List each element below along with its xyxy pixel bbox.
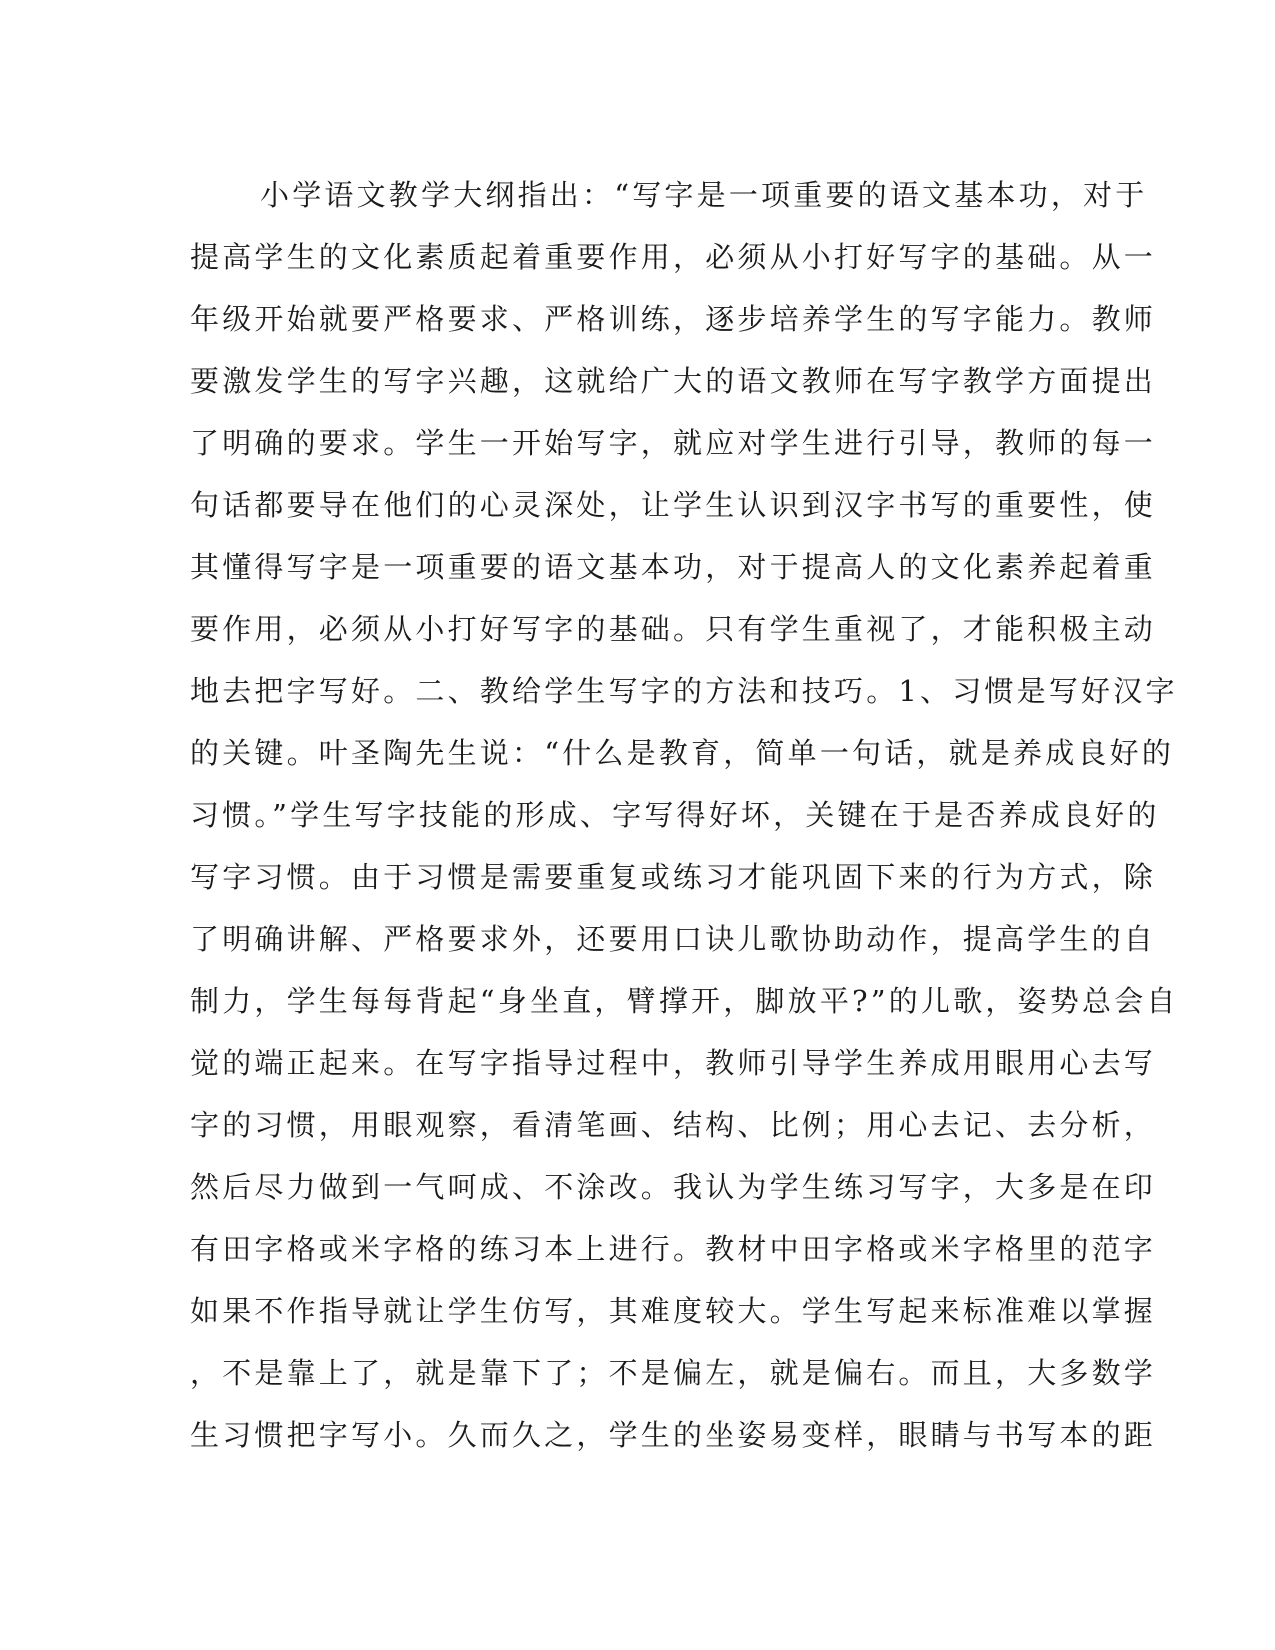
text-line: 习惯。”学生写字技能的形成、字写得好坏，关键在于是否养成良好的 (190, 798, 1160, 832)
text-line: 生习惯把字写小。久而久之，学生的坐姿易变样，眼睛与书写本的距 (190, 1418, 1157, 1452)
text-line: 有田字格或米字格的练习本上进行。教材中田字格或米字格里的范字 (190, 1232, 1157, 1266)
text-line: 的关键。叶圣陶先生说：“什么是教育，简单一句话，就是养成良好的 (190, 736, 1175, 770)
text-line: 然后尽力做到一气呵成、不涂改。我认为学生练习写字，大多是在印 (190, 1170, 1157, 1204)
text-line: 小学语文教学大纲指出：“写字是一项重要的语文基本功，对于 (260, 178, 1148, 212)
text-line: 了明确的要求。学生一开始写字，就应对学生进行引导，教师的每一 (190, 426, 1157, 460)
text-line: 了明确讲解、严格要求外，还要用口诀儿歌协助动作，提高学生的自 (190, 922, 1157, 956)
text-line: 提高学生的文化素质起着重要作用，必须从小打好写字的基础。从一 (190, 240, 1157, 274)
text-line: 要激发学生的写字兴趣，这就给广大的语文教师在写字教学方面提出 (190, 364, 1157, 398)
body-text (190, 164, 1179, 1466)
text-line: 年级开始就要严格要求、严格训练，逐步培养学生的写字能力。教师 (190, 302, 1157, 336)
text-line: 句话都要导在他们的心灵深处，让学生认识到汉字书写的重要性，使 (190, 488, 1157, 522)
text-line: 如果不作指导就让学生仿写，其难度较大。学生写起来标准难以掌握 (190, 1294, 1157, 1328)
text-line: 写字习惯。由于习惯是需要重复或练习才能巩固下来的行为方式，除 (190, 860, 1157, 894)
text-line: 要作用，必须从小打好写字的基础。只有学生重视了，才能积极主动 (190, 612, 1157, 646)
text-line: 字的习惯，用眼观察，看清笔画、结构、比例；用心去记、去分析， (190, 1108, 1157, 1142)
text-line: 其懂得写字是一项重要的语文基本功，对于提高人的文化素养起着重 (190, 550, 1157, 584)
text-line: 觉的端正起来。在写字指导过程中，教师引导学生养成用眼用心去写 (190, 1046, 1157, 1080)
text-line: 地去把字写好。二、教给学生写字的方法和技巧。1、习惯是写好汉字 (190, 674, 1178, 708)
text-line: ，不是靠上了，就是靠下了；不是偏左，就是偏右。而且，大多数学 (190, 1356, 1157, 1390)
text-line: 制力，学生每每背起“身坐直，臂撑开，脚放平?”的儿歌，姿势总会自 (190, 984, 1179, 1018)
